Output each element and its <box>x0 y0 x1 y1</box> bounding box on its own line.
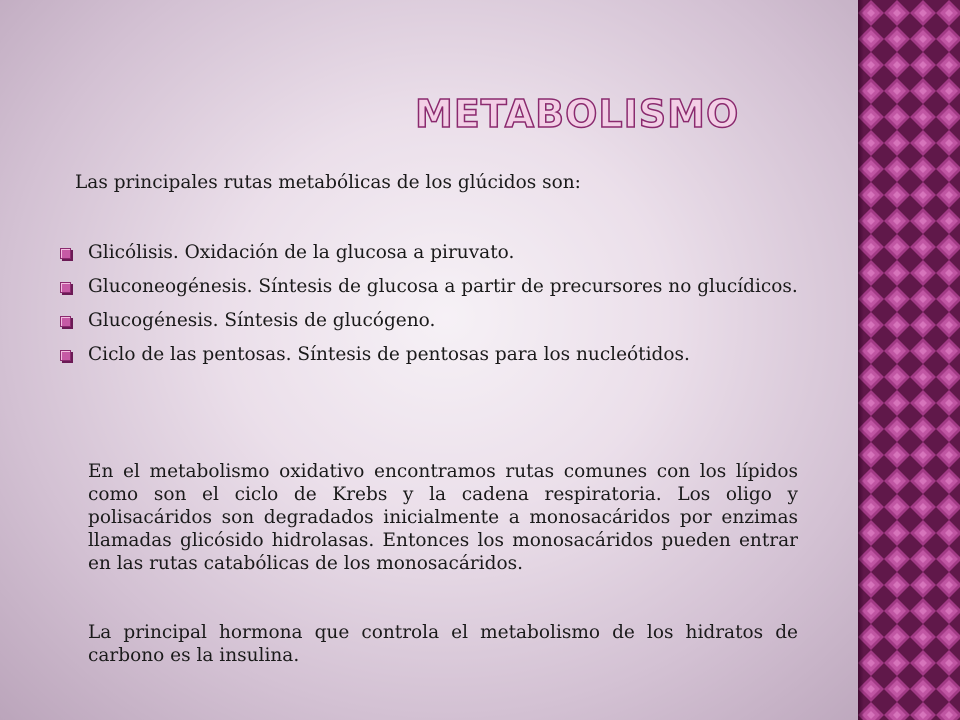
bullet-text: Ciclo de las pentosas. Síntesis de pentosas para los nucleótidos. <box>88 344 690 365</box>
square-bullet-icon <box>60 316 71 327</box>
bullet-text: Glicólisis. Oxidación de la glucosa a piruvato. <box>88 242 515 263</box>
square-bullet-icon <box>60 350 71 361</box>
paragraph-oxidative-metabolism: En el metabolismo oxidativo encontramos rutas comunes con los lípidos como son el ciclo de Krebs y la cadena respiratoria. Los oligo y polisacáridos son degradados inicialmente a monosacáridos por enzimas llamadas glicósido hidrolasas. Entonces los monosacáridos pueden entrar en las rutas catabólicas de los monosacáridos. <box>88 461 798 574</box>
bullet-item <box>60 241 798 264</box>
bullet-text: Gluconeogénesis. Síntesis de glucosa a partir de precursores no glucídicos. <box>88 276 798 297</box>
square-bullet-icon <box>60 248 71 259</box>
bullet-item <box>60 275 798 298</box>
intro-text: Las principales rutas metabólicas de los glúcidos son: <box>75 172 581 193</box>
decorative-side-band <box>858 0 960 720</box>
slide-title: METABOLISMO <box>415 92 740 136</box>
paragraph-insulin: La principal hormona que controla el metabolismo de los hidratos de carbono es la insulina. <box>88 622 798 666</box>
bullet-text: Glucogénesis. Síntesis de glucógeno. <box>88 310 436 331</box>
bullet-item <box>60 309 798 332</box>
bullet-list <box>60 241 798 377</box>
square-bullet-icon <box>60 282 71 293</box>
bullet-item <box>60 343 798 366</box>
